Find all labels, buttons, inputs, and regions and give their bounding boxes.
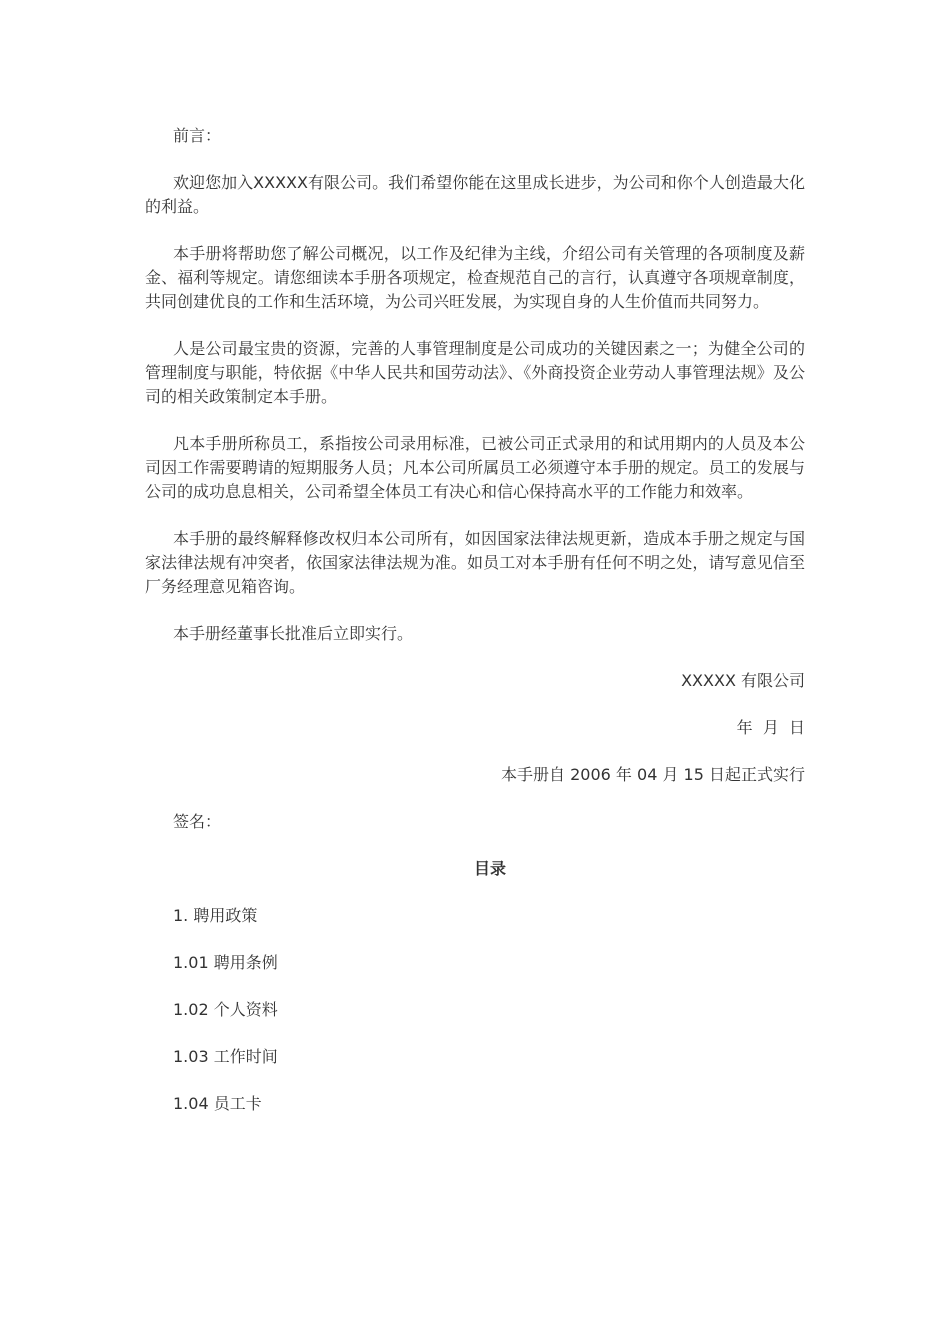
toc-title: 目录 — [473, 859, 506, 878]
effective-date: 本手册自 2006 年 04 月 15 日起正式实行 — [501, 765, 805, 784]
company-name: XXXXX 有限公司 — [681, 671, 805, 690]
preface-paragraph-basis: 人是公司最宝贵的资源，完善的人事管理制度是公司成功的关键因素之一；为健全公司的管理制度与职能，特依据《中华人民共和国劳动法》、《外商投资企业劳动人事管理法规》及公司的相关政策制定本手册。 — [145, 339, 805, 406]
signature-label: 签名： — [173, 812, 222, 831]
preface-paragraph-approval: 本手册经董事长批准后立即实行。 — [173, 624, 414, 643]
preface-heading: 前言： — [173, 126, 222, 145]
document-page — [145, 124, 805, 1139]
toc-item: 1.03 工作时间 — [173, 1047, 278, 1066]
preface-paragraph-welcome: 欢迎您加入XXXXX有限公司。我们希望你能在这里成长进步，为公司和你个人创造最大化的利益。 — [145, 173, 805, 216]
preface-paragraph-purpose: 本手册将帮助您了解公司概况，以工作及纪律为主线，介绍公司有关管理的各项制度及薪金、福利等规定。请您细读本手册各项规定，检查规范自己的言行，认真遵守各项规章制度，共同创建优良的工作和生活环境，为公司兴旺发展，为实现自身的人生价值而共同努力。 — [145, 244, 805, 311]
toc-item: 1. 聘用政策 — [173, 906, 258, 925]
preface-paragraph-interpretation: 本手册的最终解释修改权归本公司所有，如因国家法律法规更新，造成本手册之规定与国家法律法规有冲突者，依国家法律法规为准。如员工对本手册有任何不明之处，请写意见信至厂务经理意见箱咨询。 — [145, 529, 805, 596]
preface-paragraph-scope: 凡本手册所称员工，系指按公司录用标准，已被公司正式录用的和试用期内的人员及本公司因工作需要聘请的短期服务人员；凡本公司所属员工必须遵守本手册的规定。员工的发展与公司的成功息息相关，公司希望全体员工有决心和信心保持高水平的工作能力和效率。 — [145, 434, 805, 501]
toc-item: 1.04 员工卡 — [173, 1094, 262, 1113]
toc-item: 1.01 聘用条例 — [173, 953, 278, 972]
toc-item: 1.02 个人资料 — [173, 1000, 278, 1019]
date-line: 年 月 日 — [736, 718, 805, 737]
